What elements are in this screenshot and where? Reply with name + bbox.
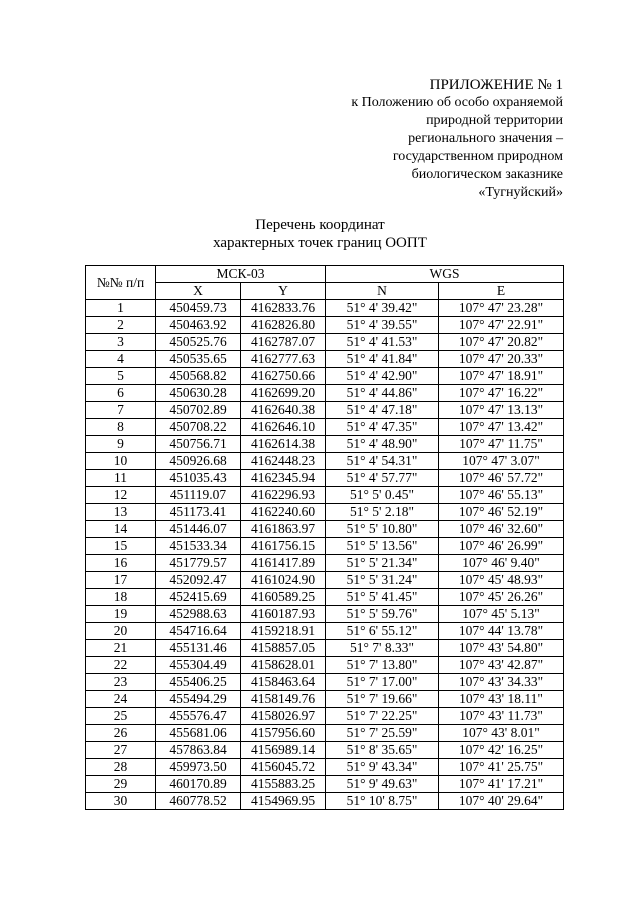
msk-y-cell: 4162646.10 [241, 419, 326, 436]
wgs-n-cell: 51° 4' 54.31" [326, 453, 439, 470]
msk-y-cell: 4161417.89 [241, 555, 326, 572]
coordinates-table [85, 265, 564, 810]
appendix-line: государственном природном [392, 149, 563, 164]
table-row [86, 538, 564, 555]
msk-y-cell: 4161863.97 [241, 521, 326, 538]
table-row [86, 572, 564, 589]
msk-y-cell: 4158628.01 [241, 657, 326, 674]
msk-x-cell: 451446.07 [156, 521, 241, 538]
table-row [86, 708, 564, 725]
table-row [86, 504, 564, 521]
msk-y-cell: 4162640.38 [241, 402, 326, 419]
table-row [86, 589, 564, 606]
msk-x-cell: 450708.22 [156, 419, 241, 436]
table-row [86, 606, 564, 623]
table-row [86, 742, 564, 759]
wgs-n-cell: 51° 8' 35.65" [326, 742, 439, 759]
row-number: 18 [86, 589, 156, 606]
appendix-header [351, 76, 563, 202]
wgs-e-cell: 107° 45' 48.93" [439, 572, 564, 589]
table-row [86, 793, 564, 810]
row-number: 15 [86, 538, 156, 555]
row-number: 11 [86, 470, 156, 487]
wgs-e-cell: 107° 46' 55.13" [439, 487, 564, 504]
wgs-e-cell: 107° 43' 42.87" [439, 657, 564, 674]
row-number: 12 [86, 487, 156, 504]
table-row [86, 351, 564, 368]
wgs-n-cell: 51° 7' 13.80" [326, 657, 439, 674]
wgs-e-cell: 107° 47' 20.82" [439, 334, 564, 351]
row-number: 6 [86, 385, 156, 402]
msk-x-cell: 455494.29 [156, 691, 241, 708]
row-number: 5 [86, 368, 156, 385]
wgs-e-cell: 107° 44' 13.78" [439, 623, 564, 640]
wgs-e-cell: 107° 47' 23.28" [439, 300, 564, 317]
msk-y-cell: 4162296.93 [241, 487, 326, 504]
wgs-e-cell: 107° 47' 13.42" [439, 419, 564, 436]
header-y: Y [241, 283, 326, 300]
table-row [86, 368, 564, 385]
msk-x-cell: 450525.76 [156, 334, 241, 351]
wgs-n-cell: 51° 4' 48.90" [326, 436, 439, 453]
header-x: X [156, 283, 241, 300]
wgs-n-cell: 51° 5' 2.18" [326, 504, 439, 521]
wgs-e-cell: 107° 43' 34.33" [439, 674, 564, 691]
table-row [86, 657, 564, 674]
msk-x-cell: 451119.07 [156, 487, 241, 504]
wgs-n-cell: 51° 4' 57.77" [326, 470, 439, 487]
table-row [86, 555, 564, 572]
msk-y-cell: 4160589.25 [241, 589, 326, 606]
msk-y-cell: 4162787.07 [241, 334, 326, 351]
msk-x-cell: 457863.84 [156, 742, 241, 759]
msk-y-cell: 4162750.66 [241, 368, 326, 385]
wgs-e-cell: 107° 42' 16.25" [439, 742, 564, 759]
row-number: 10 [86, 453, 156, 470]
table-row [86, 402, 564, 419]
msk-y-cell: 4156045.72 [241, 759, 326, 776]
wgs-e-cell: 107° 41' 17.21" [439, 776, 564, 793]
wgs-n-cell: 51° 4' 42.90" [326, 368, 439, 385]
msk-y-cell: 4162699.20 [241, 385, 326, 402]
msk-x-cell: 460778.52 [156, 793, 241, 810]
wgs-e-cell: 107° 43' 54.80" [439, 640, 564, 657]
msk-x-cell: 455406.25 [156, 674, 241, 691]
row-number: 7 [86, 402, 156, 419]
wgs-e-cell: 107° 43' 8.01" [439, 725, 564, 742]
table-row [86, 317, 564, 334]
msk-x-cell: 455681.06 [156, 725, 241, 742]
wgs-n-cell: 51° 7' 25.59" [326, 725, 439, 742]
msk-x-cell: 451035.43 [156, 470, 241, 487]
wgs-e-cell: 107° 47' 22.91" [439, 317, 564, 334]
wgs-e-cell: 107° 40' 29.64" [439, 793, 564, 810]
row-number: 22 [86, 657, 156, 674]
table-row [86, 300, 564, 317]
msk-y-cell: 4162240.60 [241, 504, 326, 521]
msk-x-cell: 451173.41 [156, 504, 241, 521]
wgs-n-cell: 51° 7' 8.33" [326, 640, 439, 657]
wgs-n-cell: 51° 5' 21.34" [326, 555, 439, 572]
wgs-n-cell: 51° 5' 31.24" [326, 572, 439, 589]
wgs-n-cell: 51° 5' 10.80" [326, 521, 439, 538]
table-row [86, 725, 564, 742]
msk-y-cell: 4154969.95 [241, 793, 326, 810]
msk-x-cell: 455304.49 [156, 657, 241, 674]
table-row [86, 487, 564, 504]
wgs-e-cell: 107° 46' 9.40" [439, 555, 564, 572]
msk-x-cell: 452092.47 [156, 572, 241, 589]
wgs-n-cell: 51° 4' 39.42" [326, 300, 439, 317]
table-row [86, 521, 564, 538]
msk-y-cell: 4162777.63 [241, 351, 326, 368]
wgs-e-cell: 107° 47' 13.13" [439, 402, 564, 419]
document-title [0, 216, 640, 252]
table-row [86, 334, 564, 351]
msk-y-cell: 4162345.94 [241, 470, 326, 487]
msk-y-cell: 4156989.14 [241, 742, 326, 759]
table-row [86, 674, 564, 691]
appendix-line: регионального значения – [408, 131, 563, 146]
row-number: 2 [86, 317, 156, 334]
wgs-n-cell: 51° 10' 8.75" [326, 793, 439, 810]
wgs-n-cell: 51° 9' 43.34" [326, 759, 439, 776]
msk-x-cell: 460170.89 [156, 776, 241, 793]
header-num: №№ п/п [86, 266, 156, 300]
msk-x-cell: 450756.71 [156, 436, 241, 453]
header-msk: МСК-03 [156, 266, 326, 283]
wgs-n-cell: 51° 7' 22.25" [326, 708, 439, 725]
document-title-line: Перечень координат [255, 217, 385, 233]
wgs-n-cell: 51° 6' 55.12" [326, 623, 439, 640]
msk-y-cell: 4158463.64 [241, 674, 326, 691]
msk-x-cell: 459973.50 [156, 759, 241, 776]
msk-x-cell: 450459.73 [156, 300, 241, 317]
document-title-line: характерных точек границ ООПТ [213, 235, 427, 251]
row-number: 20 [86, 623, 156, 640]
row-number: 17 [86, 572, 156, 589]
row-number: 27 [86, 742, 156, 759]
msk-x-cell: 454716.64 [156, 623, 241, 640]
msk-x-cell: 455576.47 [156, 708, 241, 725]
msk-y-cell: 4158026.97 [241, 708, 326, 725]
wgs-e-cell: 107° 46' 26.99" [439, 538, 564, 555]
wgs-n-cell: 51° 5' 59.76" [326, 606, 439, 623]
wgs-e-cell: 107° 43' 11.73" [439, 708, 564, 725]
table-body [86, 300, 564, 810]
table-row [86, 623, 564, 640]
wgs-n-cell: 51° 7' 17.00" [326, 674, 439, 691]
wgs-e-cell: 107° 47' 18.91" [439, 368, 564, 385]
msk-x-cell: 455131.46 [156, 640, 241, 657]
msk-y-cell: 4155883.25 [241, 776, 326, 793]
row-number: 9 [86, 436, 156, 453]
wgs-e-cell: 107° 47' 3.07" [439, 453, 564, 470]
row-number: 28 [86, 759, 156, 776]
msk-y-cell: 4157956.60 [241, 725, 326, 742]
appendix-title: ПРИЛОЖЕНИЕ № 1 [429, 77, 563, 93]
wgs-n-cell: 51° 4' 44.86" [326, 385, 439, 402]
wgs-n-cell: 51° 4' 41.53" [326, 334, 439, 351]
appendix-line: «Тугнуйский» [478, 185, 563, 200]
row-number: 29 [86, 776, 156, 793]
wgs-n-cell: 51° 5' 0.45" [326, 487, 439, 504]
wgs-n-cell: 51° 5' 13.56" [326, 538, 439, 555]
row-number: 14 [86, 521, 156, 538]
wgs-e-cell: 107° 47' 16.22" [439, 385, 564, 402]
wgs-e-cell: 107° 46' 52.19" [439, 504, 564, 521]
msk-y-cell: 4158857.05 [241, 640, 326, 657]
row-number: 19 [86, 606, 156, 623]
row-number: 25 [86, 708, 156, 725]
msk-y-cell: 4162448.23 [241, 453, 326, 470]
row-number: 24 [86, 691, 156, 708]
table-row [86, 453, 564, 470]
msk-y-cell: 4161756.15 [241, 538, 326, 555]
table-row [86, 691, 564, 708]
appendix-line: природной территории [426, 113, 563, 128]
msk-x-cell: 451533.34 [156, 538, 241, 555]
msk-y-cell: 4162614.38 [241, 436, 326, 453]
table-header [86, 266, 564, 300]
table-row [86, 436, 564, 453]
wgs-e-cell: 107° 46' 32.60" [439, 521, 564, 538]
msk-x-cell: 452988.63 [156, 606, 241, 623]
wgs-n-cell: 51° 5' 41.45" [326, 589, 439, 606]
table-row [86, 759, 564, 776]
wgs-e-cell: 107° 46' 57.72" [439, 470, 564, 487]
wgs-e-cell: 107° 47' 11.75" [439, 436, 564, 453]
msk-y-cell: 4159218.91 [241, 623, 326, 640]
wgs-e-cell: 107° 41' 25.75" [439, 759, 564, 776]
msk-y-cell: 4162833.76 [241, 300, 326, 317]
msk-x-cell: 450630.28 [156, 385, 241, 402]
msk-x-cell: 451779.57 [156, 555, 241, 572]
wgs-n-cell: 51° 4' 39.55" [326, 317, 439, 334]
wgs-n-cell: 51° 4' 47.18" [326, 402, 439, 419]
row-number: 16 [86, 555, 156, 572]
row-number: 23 [86, 674, 156, 691]
msk-x-cell: 450535.65 [156, 351, 241, 368]
appendix-line: к Положению об особо охраняемой [351, 95, 563, 110]
table-row [86, 385, 564, 402]
wgs-n-cell: 51° 9' 49.63" [326, 776, 439, 793]
header-n: N [326, 283, 439, 300]
row-number: 21 [86, 640, 156, 657]
table-row [86, 419, 564, 436]
msk-y-cell: 4162826.80 [241, 317, 326, 334]
msk-x-cell: 450568.82 [156, 368, 241, 385]
row-number: 30 [86, 793, 156, 810]
table-row [86, 470, 564, 487]
row-number: 1 [86, 300, 156, 317]
appendix-line: биологическом заказнике [411, 167, 563, 182]
wgs-e-cell: 107° 43' 18.11" [439, 691, 564, 708]
wgs-e-cell: 107° 47' 20.33" [439, 351, 564, 368]
row-number: 26 [86, 725, 156, 742]
wgs-n-cell: 51° 4' 47.35" [326, 419, 439, 436]
row-number: 13 [86, 504, 156, 521]
wgs-n-cell: 51° 7' 19.66" [326, 691, 439, 708]
msk-y-cell: 4161024.90 [241, 572, 326, 589]
table-row [86, 776, 564, 793]
msk-x-cell: 452415.69 [156, 589, 241, 606]
msk-x-cell: 450463.92 [156, 317, 241, 334]
header-wgs: WGS [326, 266, 564, 283]
row-number: 3 [86, 334, 156, 351]
row-number: 4 [86, 351, 156, 368]
row-number: 8 [86, 419, 156, 436]
msk-y-cell: 4160187.93 [241, 606, 326, 623]
wgs-e-cell: 107° 45' 26.26" [439, 589, 564, 606]
wgs-e-cell: 107° 45' 5.13" [439, 606, 564, 623]
msk-x-cell: 450926.68 [156, 453, 241, 470]
msk-y-cell: 4158149.76 [241, 691, 326, 708]
header-e: E [439, 283, 564, 300]
msk-x-cell: 450702.89 [156, 402, 241, 419]
table-row [86, 640, 564, 657]
wgs-n-cell: 51° 4' 41.84" [326, 351, 439, 368]
